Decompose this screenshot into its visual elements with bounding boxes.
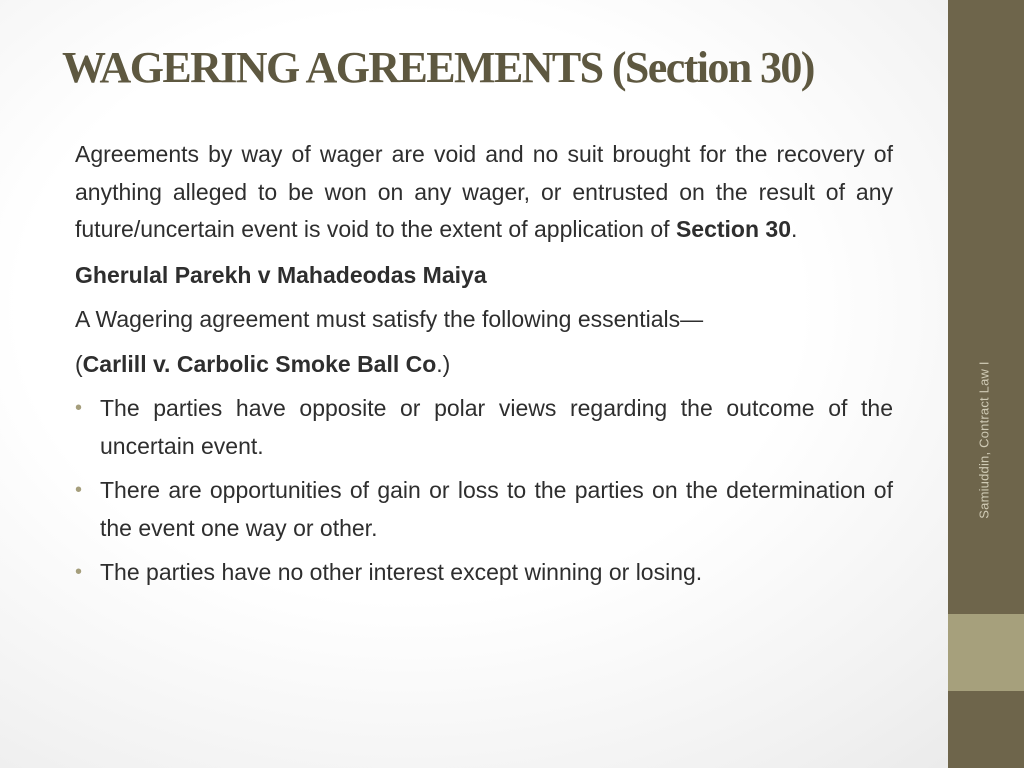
list-item-text: There are opportunities of gain or loss to the parties on the determination of the event one way or other. (100, 477, 893, 541)
essentials-list (75, 390, 893, 592)
citation-close: .) (436, 350, 451, 377)
essentials-intro: A Wagering agreement must satisfy the following essentials— (75, 306, 704, 332)
bullet-icon: • (75, 397, 83, 419)
list-item (75, 472, 893, 547)
intro-paragraph-end: . (790, 216, 798, 242)
sidebar-accent-block (948, 614, 1024, 691)
bullet-icon: • (75, 561, 83, 583)
sidebar-author-label: Samiuddin, Contract Law I (976, 361, 992, 519)
case-name: Gherulal Parekh v Mahadeodas Maiya (75, 261, 487, 288)
list-item (75, 390, 893, 465)
citation-case: Carlill v. Carbolic Smoke Ball Co (82, 350, 437, 377)
bullet-icon: • (75, 479, 83, 501)
intro-paragraph (75, 136, 893, 249)
slide-body (75, 136, 893, 599)
slide-title: WAGERING AGREEMENTS (Section 30) (62, 43, 814, 92)
list-item-text: The parties have opposite or polar views regarding the outcome of the uncertain event. (100, 395, 893, 459)
list-item (75, 554, 893, 592)
citation-open: ( (75, 350, 83, 377)
citation (75, 346, 893, 384)
section-reference: Section 30 (675, 216, 791, 242)
intro-paragraph-text: Agreements by way of wager are void and no suit brought for the recovery of anything alleged to be won on any wager, or entrusted on the result of any future/uncertain event is void to the extent of application of (75, 141, 893, 242)
list-item-text: The parties have no other interest except winning or losing. (100, 559, 703, 585)
